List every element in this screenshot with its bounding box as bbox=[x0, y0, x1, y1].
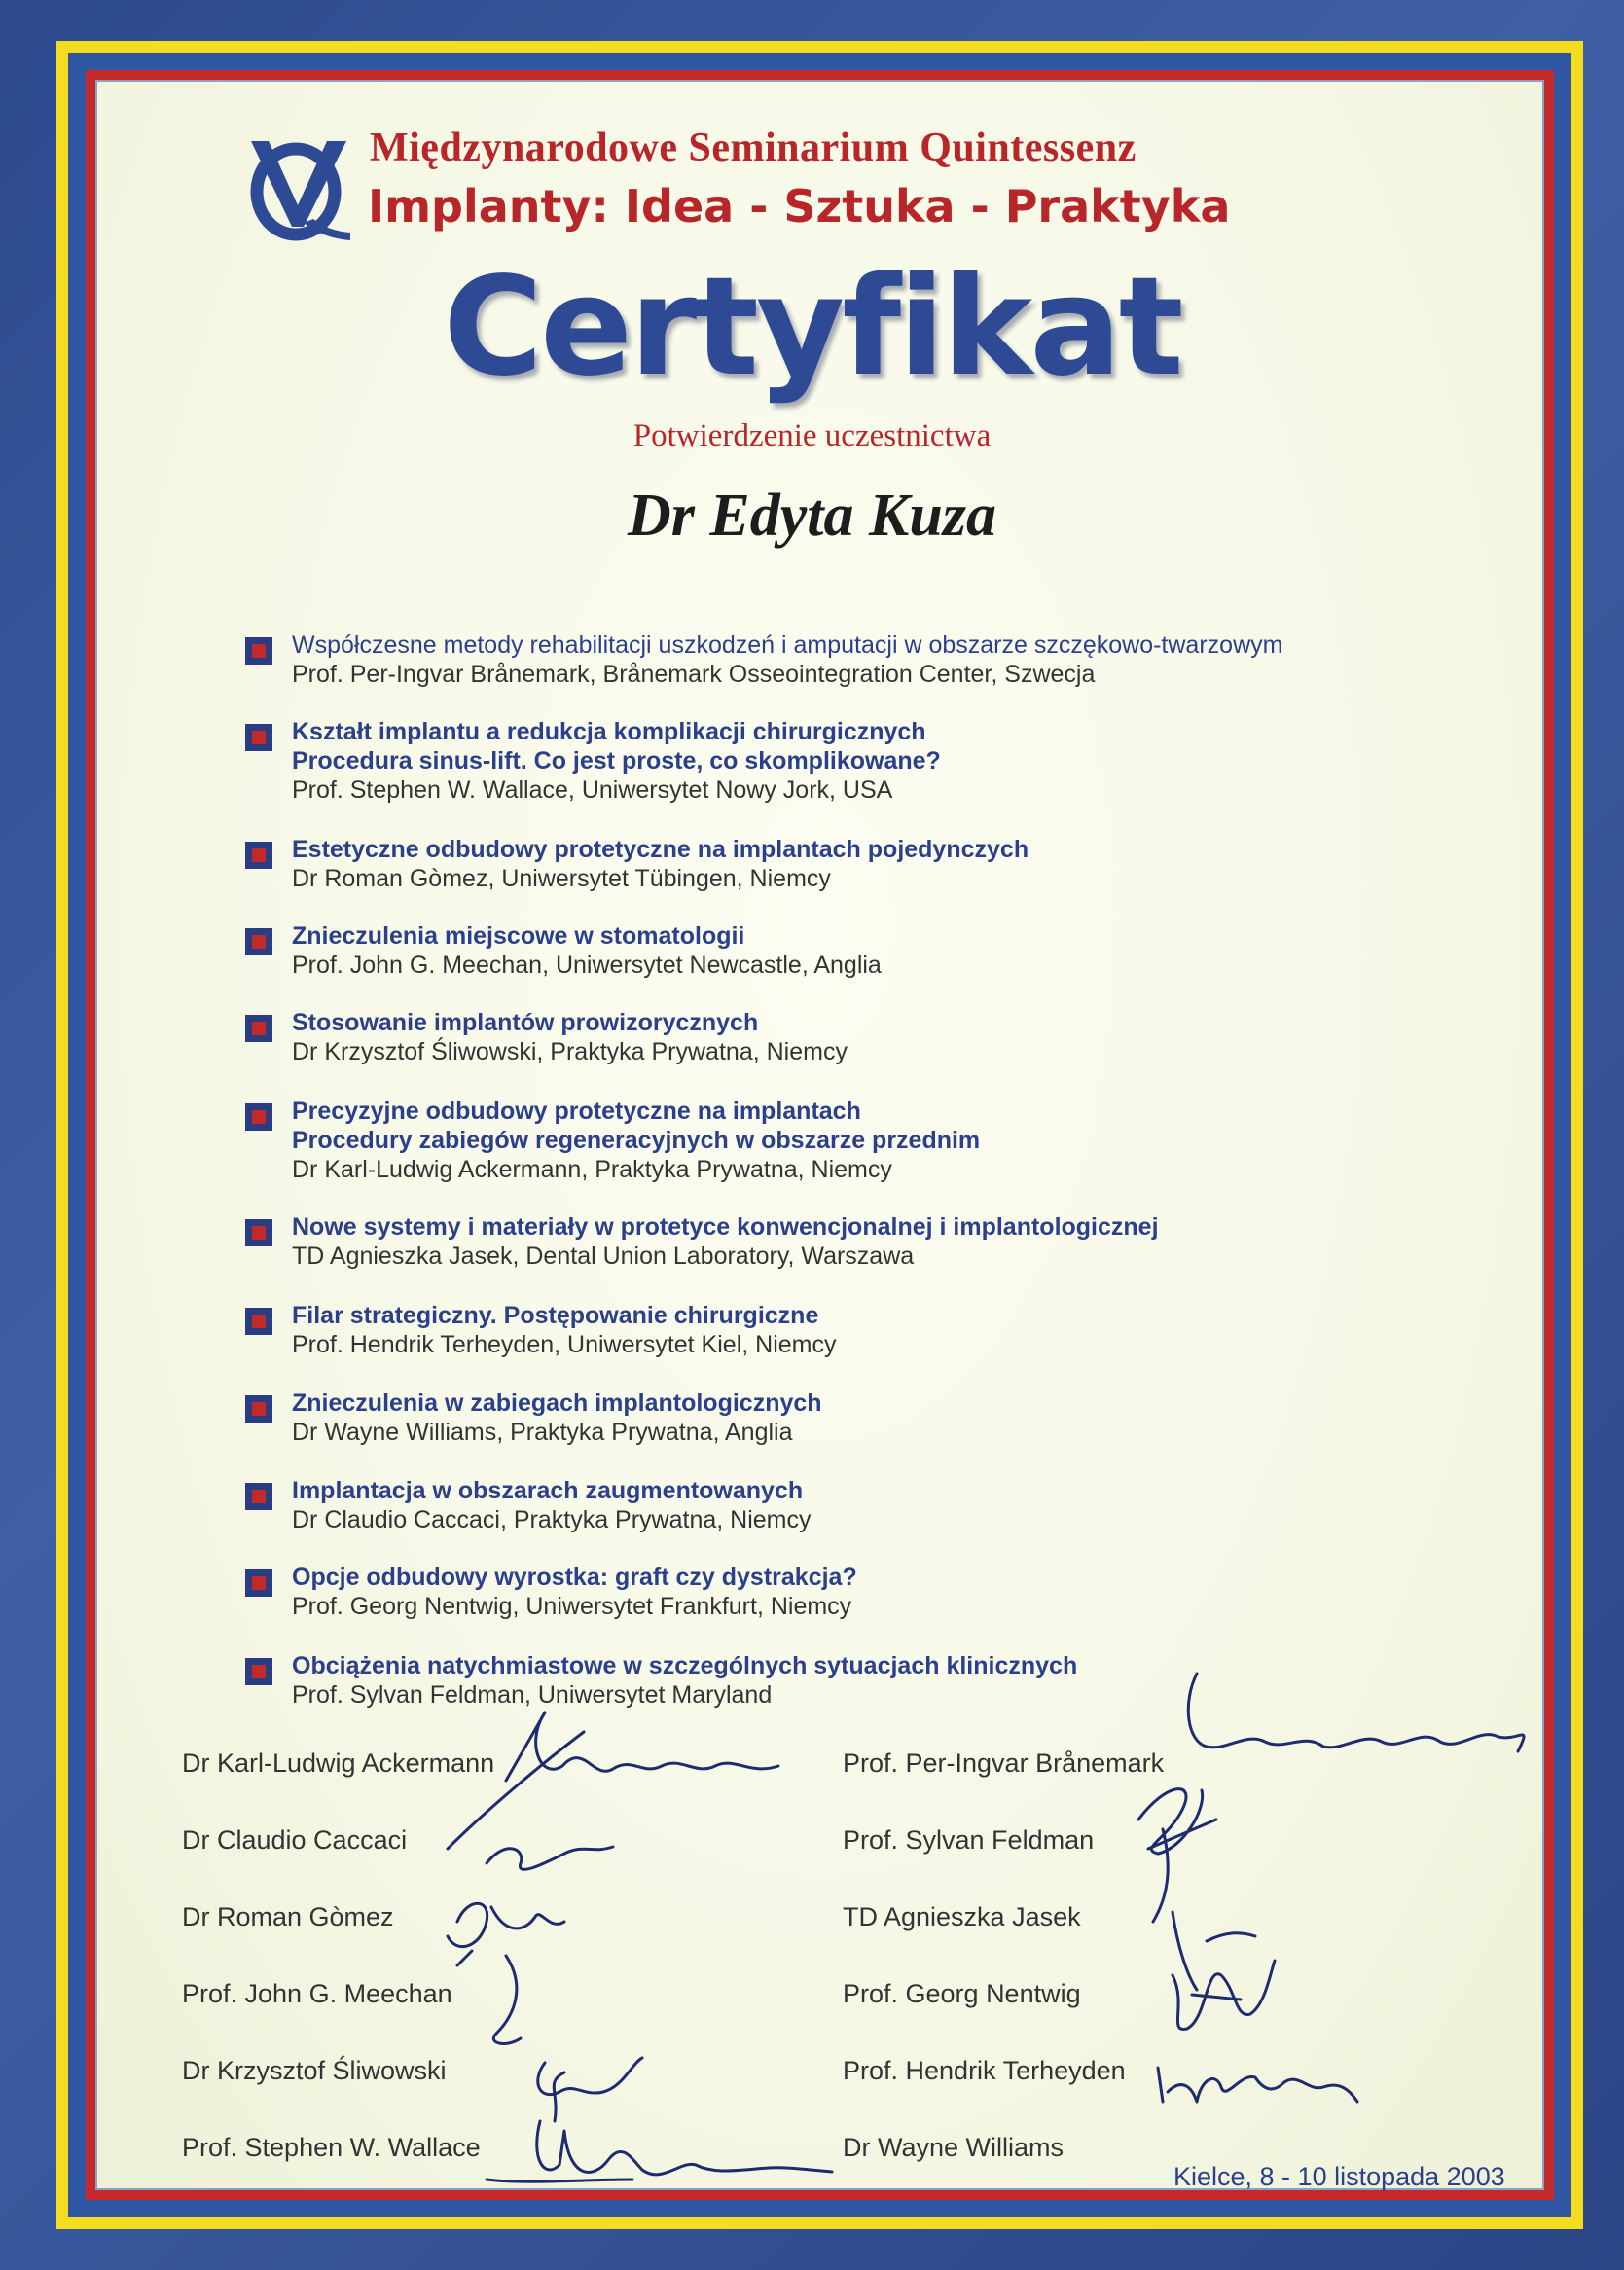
lecture-speaker: TD Agnieszka Jasek, Dental Union Laboratory, Warszawa bbox=[292, 1243, 915, 1270]
lecture-speaker: Dr Karl-Ludwig Ackermann, Praktyka Prywatna, Niemcy bbox=[292, 1156, 892, 1183]
square-bullet-icon bbox=[245, 1569, 272, 1597]
quintessenz-qv-logo-icon bbox=[245, 129, 354, 246]
signatory-name: Dr Krzysztof Śliwowski bbox=[182, 2056, 447, 2085]
square-bullet-icon bbox=[245, 724, 272, 751]
lecture-title: Nowe systemy i materiały w protetyce konwencjonalnej i implantologicznej bbox=[292, 1213, 1159, 1241]
lecture-title: Obciążenia natychmiastowe w szczególnych sytuacjach klinicznych bbox=[292, 1652, 1078, 1679]
square-bullet-icon bbox=[245, 1219, 272, 1246]
lecture-item bbox=[245, 1301, 1530, 1388]
signatory-name: TD Agnieszka Jasek bbox=[843, 1902, 1081, 1931]
square-bullet-icon bbox=[245, 1395, 272, 1423]
lecture-speaker: Prof. Sylvan Feldman, Uniwersytet Maryland bbox=[292, 1681, 773, 1709]
lecture-item bbox=[245, 1212, 1530, 1301]
signatory-name: Dr Roman Gòmez bbox=[182, 1902, 394, 1931]
square-bullet-icon bbox=[245, 928, 272, 955]
signatory-name: Dr Wayne Williams bbox=[843, 2133, 1065, 2162]
signatories-left bbox=[182, 1747, 494, 2208]
square-bullet-icon bbox=[245, 637, 272, 665]
square-bullet-icon bbox=[245, 1015, 272, 1042]
signatory-name: Dr Claudio Caccaci bbox=[182, 1825, 408, 1855]
lecture-item bbox=[245, 631, 1530, 717]
lecture-speaker: Prof. Per-Ingvar Brånemark, Brånemark Osseointegration Center, Szwecja bbox=[292, 661, 1096, 688]
signatory-name: Prof. John G. Meechan bbox=[182, 1979, 452, 2008]
lecture-title: Kształt implantu a redukcja komplikacji chirurgicznych bbox=[292, 718, 926, 745]
square-bullet-icon bbox=[245, 1308, 272, 1335]
lecture-item bbox=[245, 835, 1530, 921]
signatory-name: Dr Karl-Ludwig Ackermann bbox=[182, 1748, 495, 1778]
square-bullet-icon bbox=[245, 842, 272, 869]
lecture-title: Znieczulenia miejscowe w stomatologii bbox=[292, 922, 745, 950]
lecture-title: Opcje odbudowy wyrostka: graft czy dystrakcja? bbox=[292, 1564, 857, 1591]
lecture-item bbox=[245, 1097, 1530, 1212]
signatory-name: Prof. Stephen W. Wallace bbox=[182, 2133, 481, 2162]
signatory-name: Prof. Sylvan Feldman bbox=[843, 1825, 1095, 1855]
organization-heading: Międzynarodowe Seminarium Quintessenz bbox=[370, 126, 1137, 170]
lecture-speaker: Prof. Stephen W. Wallace, Uniwersytet Nowy Jork, USA bbox=[292, 776, 893, 804]
lecture-title: Znieczulenia w zabiegach implantologicznych bbox=[292, 1389, 822, 1417]
seminar-topic-heading: Implanty: Idea - Sztuka - Praktyka bbox=[368, 180, 1231, 233]
lecture-item bbox=[245, 1388, 1530, 1476]
signatories-right bbox=[843, 1747, 1164, 2208]
lecture-title: Stosowanie implantów prowizorycznych bbox=[292, 1009, 759, 1036]
lecture-item bbox=[245, 921, 1530, 1008]
lecture-title: Filar strategiczny. Postępowanie chirurgiczne bbox=[292, 1302, 819, 1329]
lecture-title: Estetyczne odbudowy protetyczne na implantach pojedynczych bbox=[292, 836, 1029, 863]
lecture-item bbox=[245, 1008, 1530, 1097]
certificate-subtitle: Potwierdzenie uczestnictwa bbox=[632, 418, 992, 453]
lecture-item bbox=[245, 1476, 1530, 1563]
lecture-speaker: Prof. Hendrik Terheyden, Uniwersytet Kiel, Niemcy bbox=[292, 1331, 837, 1358]
lecture-item bbox=[245, 1563, 1530, 1651]
lecture-speaker: Dr Roman Gòmez, Uniwersytet Tübingen, Niemcy bbox=[292, 865, 831, 892]
signatory-name: Prof. Hendrik Terheyden bbox=[843, 2056, 1126, 2085]
square-bullet-icon bbox=[245, 1658, 272, 1685]
lecture-speaker: Dr Claudio Caccaci, Praktyka Prywatna, Niemcy bbox=[292, 1506, 812, 1533]
lecture-title: Implantacja w obszarach zaugmentowanych bbox=[292, 1477, 804, 1504]
lecture-title-second-line: Procedura sinus-lift. Co jest proste, co skomplikowane? bbox=[292, 747, 941, 775]
certificate-title: Certyfikat bbox=[443, 248, 1181, 407]
lecture-title: Współczesne metody rehabilitacji uszkodzeń i amputacji w obszarze szczękowo-twarzowym bbox=[292, 631, 1283, 659]
signatory-name: Prof. Georg Nentwig bbox=[843, 1979, 1081, 2008]
recipient-name: Dr Edyta Kuza bbox=[628, 483, 996, 549]
lecture-speaker: Dr Wayne Williams, Praktyka Prywatna, Anglia bbox=[292, 1419, 793, 1446]
square-bullet-icon bbox=[245, 1103, 272, 1131]
lecture-speaker: Prof. Georg Nentwig, Uniwersytet Frankfurt, Niemcy bbox=[292, 1593, 852, 1620]
lecture-title-second-line: Procedury zabiegów regeneracyjnych w obszarze przednim bbox=[292, 1127, 981, 1154]
lecture-speaker: Dr Krzysztof Śliwowski, Praktyka Prywatna, Niemcy bbox=[292, 1038, 848, 1065]
lecture-title: Precyzyjne odbudowy protetyczne na implantach bbox=[292, 1098, 861, 1125]
square-bullet-icon bbox=[245, 1483, 272, 1510]
lecture-list bbox=[245, 631, 1530, 1719]
lecture-item bbox=[245, 717, 1530, 835]
place-and-date: Kielce, 8 - 10 listopada 2003 bbox=[1173, 2162, 1505, 2191]
signatory-name: Prof. Per-Ingvar Brånemark bbox=[843, 1748, 1165, 1778]
lecture-item bbox=[245, 1651, 1530, 1719]
lecture-speaker: Prof. John G. Meechan, Uniwersytet Newcastle, Anglia bbox=[292, 952, 882, 979]
